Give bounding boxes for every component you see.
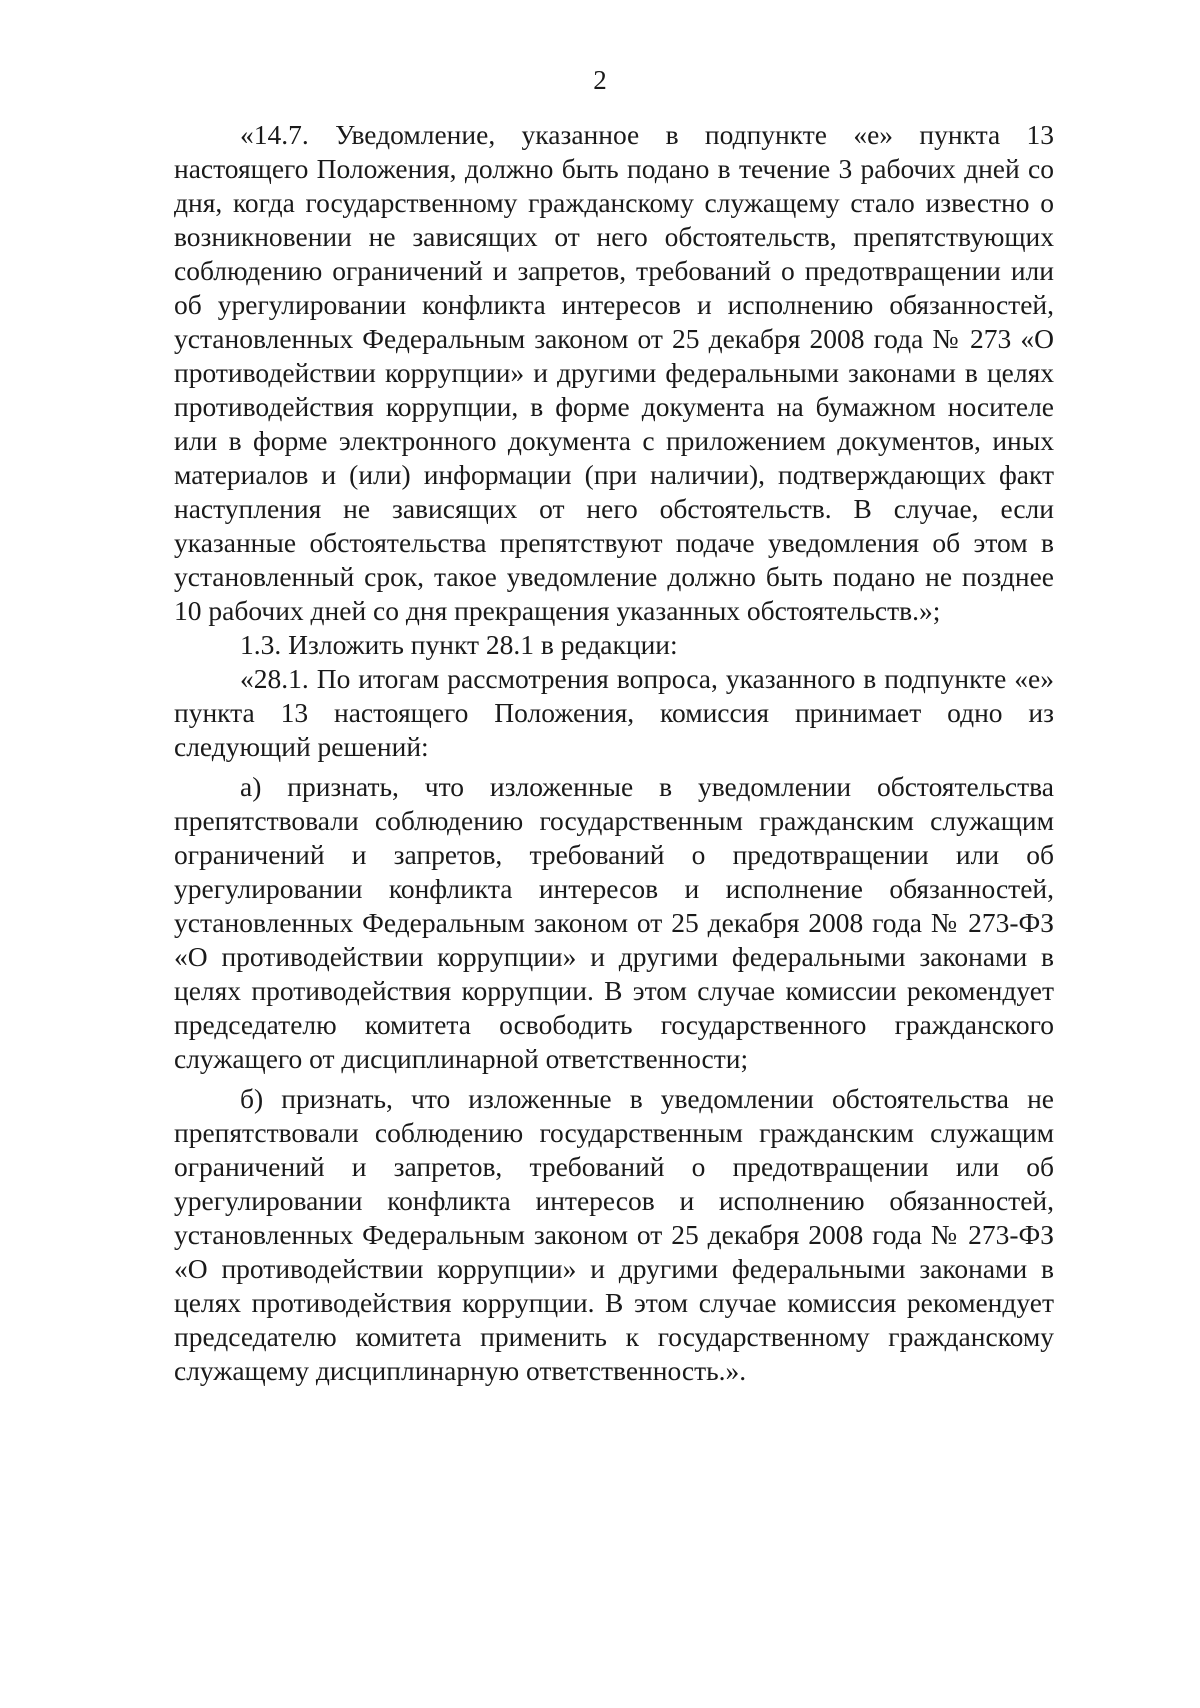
paragraph-item-a: а) признать, что изложенные в уведомлении обстоятельства препятствовали соблюдению государственным гражданским служащим ограничений и запретов, требований о предотвращении или об урегулировании конфликта интересов и исполнение обязанностей, установленных Федеральным законом от 25 декабря 2008 года № 273-ФЗ «О противодействии коррупции» и другими федеральными законами в целях противодействия коррупции. В этом случае комиссии рекомендует председателю комитета освободить государственного гражданского служащего от дисциплинарной ответственности; bbox=[174, 771, 1054, 1074]
paragraph-28-1: «28.1. По итогам рассмотрения вопроса, указанного в подпункте «е» пункта 13 настоящего Положения, комиссия принимает одно из следующий решений: bbox=[174, 663, 1054, 762]
document-body bbox=[174, 118, 1054, 1388]
paragraph-14-7: «14.7. Уведомление, указанное в подпункте «е» пункта 13 настоящего Положения, должно быть подано в течение 3 рабочих дней со дня, когда государственному гражданскому служащему стало известно о возникновении не зависящих от него обстоятельств, препятствующих соблюдению ограничений и запретов, требований о предотвращении или об урегулировании конфликта интересов и исполнению обязанностей, установленных Федеральным законом от 25 декабря 2008 года № 273 «О противодействии коррупции» и другими федеральными законами в целях противодействия коррупции, в форме документа на бумажном носителе или в форме электронного документа с приложением документов, иных материалов и (или) информации (при наличии), подтверждающих факт наступления не зависящих от него обстоятельств. В случае, если указанные обстоятельства препятствуют подаче уведомления об этом в установленный срок, такое уведомление должно быть подано не позднее 10 рабочих дней со дня прекращения указанных обстоятельств.»; bbox=[174, 119, 1054, 626]
page-number: 2 bbox=[593, 65, 607, 95]
paragraph-item-b: б) признать, что изложенные в уведомлении обстоятельства не препятствовали соблюдению государственным гражданским служащим ограничений и запретов, требований о предотвращении или об урегулировании конфликта интересов и исполнению обязанностей, установленных Федеральным законом от 25 декабря 2008 года № 273-ФЗ «О противодействии коррупции» и другими федеральными законами в целях противодействия коррупции. В этом случае комиссия рекомендует председателю комитета применить к государственному гражданскому служащему дисциплинарную ответственность.». bbox=[174, 1083, 1054, 1386]
paragraph-1-3: 1.3. Изложить пункт 28.1 в редакции: bbox=[240, 629, 678, 660]
